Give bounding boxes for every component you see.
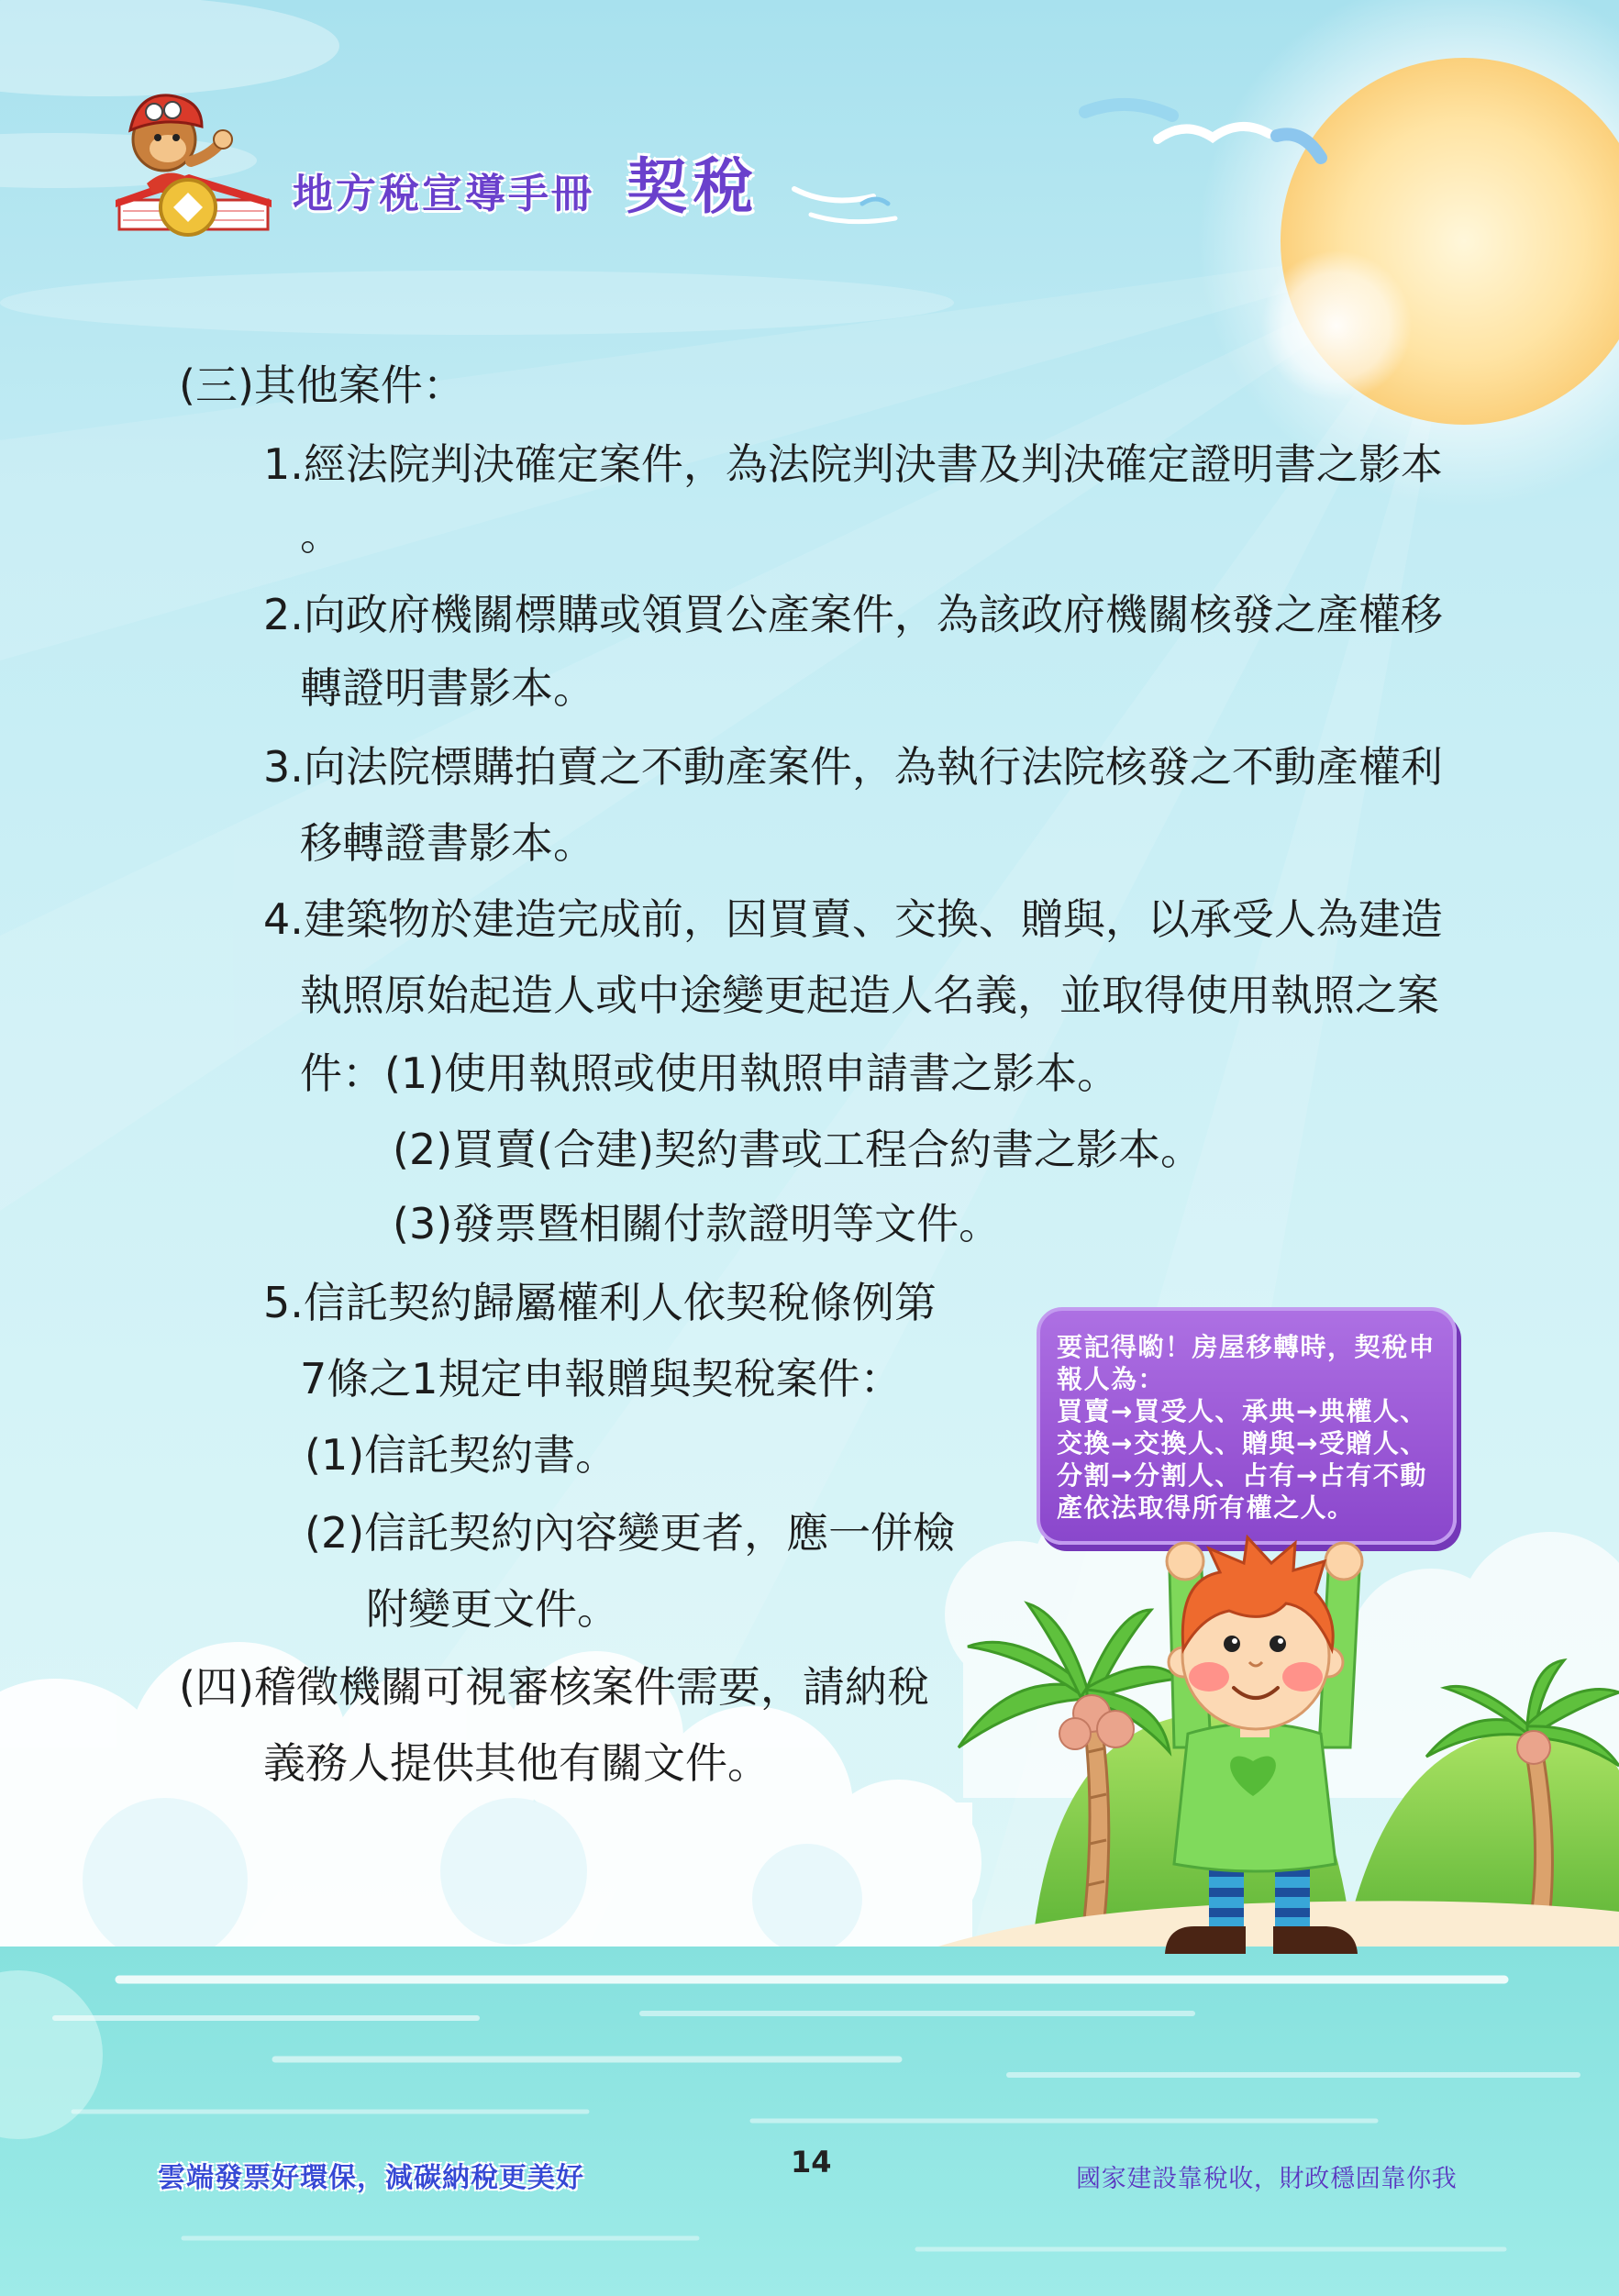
item-4-document-3: (3)發票暨相關付款證明等文件。	[393, 1199, 1002, 1248]
section-3-heading: (三)其他案件：	[179, 360, 465, 410]
item-1-line-2: 。	[300, 510, 342, 560]
item-5-line-2: 7條之1規定申報贈與契稅案件：	[300, 1354, 903, 1403]
callout-line-1: 要記得喲！房屋移轉時，契稅申	[1057, 1332, 1436, 1362]
reminder-callout-box	[1037, 1307, 1457, 1545]
page-number: 14	[791, 2145, 832, 2180]
item-3-line-1: 3.向法院標購拍賣之不動產案件，為執行法院核發之不動產權利	[263, 742, 1443, 792]
item-4-line-3	[300, 1046, 1119, 1101]
callout-line-4: 交換→交換人、贈與→受贈人、	[1057, 1428, 1427, 1459]
section-4-line-1: (四)稽徵機關可視審核案件需要，請納稅	[179, 1662, 929, 1712]
callout-line-2: 報人為：	[1057, 1364, 1166, 1394]
item-1-line-1: 1.經法院判決確定案件，為法院判決書及判決確定證明書之影本	[263, 439, 1443, 489]
item-5-line-1: 5.信託契約歸屬權利人依契稅條例第	[263, 1278, 937, 1327]
handbook-topic-title: 契稅	[627, 151, 759, 222]
item-5-document-2-continued: 附變更文件。	[366, 1584, 619, 1634]
footer-slogan-right: 國家建設靠稅收，財政穩固靠你我	[1076, 2165, 1458, 2193]
section-4-line-2: 義務人提供其他有關文件。	[263, 1738, 770, 1788]
item-5-document-1: (1)信託契約書。	[305, 1430, 618, 1480]
item-4-documents-label: 件：	[300, 1048, 384, 1098]
item-3-line-2: 移轉證書影本。	[300, 818, 595, 868]
item-4-document-2: (2)買賣(合建)契約書或工程合約書之影本。	[393, 1125, 1203, 1174]
item-4-document-1: (1)使用執照或使用執照申請書之影本。	[384, 1048, 1120, 1098]
item-2-line-1: 2.向政府機關標購或領買公產案件，為該政府機關核發之產權移	[263, 590, 1443, 639]
callout-line-3: 買賣→買受人、承典→典權人、	[1057, 1396, 1427, 1426]
item-4-line-2: 執照原始起造人或中途變更起造人名義，並取得使用執照之案	[300, 971, 1439, 1020]
callout-line-5: 分割→分割人、占有→占有不動	[1057, 1460, 1427, 1491]
item-2-line-2: 轉證明書影本。	[300, 663, 595, 713]
item-4-line-1: 4.建築物於建造完成前，因買賣、交換、贈與，以承受人為建造	[263, 894, 1443, 944]
handbook-series-title: 地方稅宣導手冊	[293, 171, 594, 217]
item-5-document-2: (2)信託契約內容變更者，應一併檢	[305, 1508, 956, 1558]
callout-line-6: 產依法取得所有權之人。	[1057, 1492, 1355, 1523]
footer-slogan-left: 雲端發票好環保，減碳納稅更美好	[158, 2162, 584, 2194]
